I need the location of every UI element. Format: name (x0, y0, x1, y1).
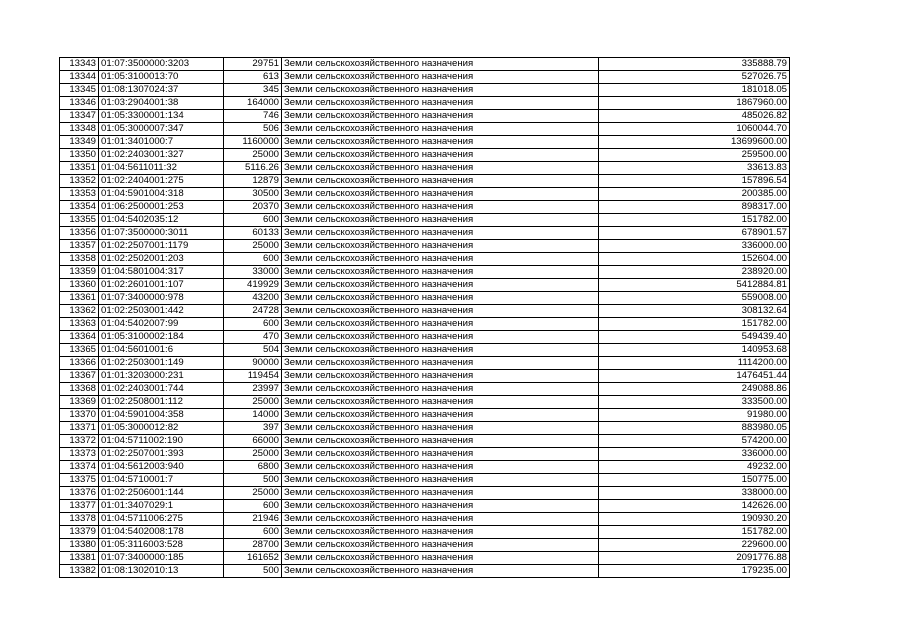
cadastral-number-cell: 01:02:2403001:327 (99, 149, 224, 162)
cadastral-number-cell: 01:04:5801004:317 (99, 266, 224, 279)
area-cell: 90000 (224, 357, 282, 370)
row-number-cell: 13367 (60, 370, 99, 383)
cadastral-number-cell: 01:04:5402007:99 (99, 318, 224, 331)
land-category-cell: Земли сельскохозяйственного назначения (282, 565, 599, 578)
row-number-cell: 13363 (60, 318, 99, 331)
cadastral-value-cell: 678901.57 (599, 227, 790, 240)
cadastral-value-cell: 527026.75 (599, 71, 790, 84)
area-cell: 746 (224, 110, 282, 123)
table-row (60, 214, 790, 227)
table-row (60, 305, 790, 318)
cadastral-number-cell: 01:05:3100002:184 (99, 331, 224, 344)
row-number-cell: 13344 (60, 71, 99, 84)
cadastral-value-cell: 13699600.00 (599, 136, 790, 149)
table-row (60, 201, 790, 214)
land-category-cell: Земли сельскохозяйственного назначения (282, 487, 599, 500)
cadastral-value-cell: 181018.05 (599, 84, 790, 97)
area-cell: 600 (224, 318, 282, 331)
area-cell: 23997 (224, 383, 282, 396)
cadastral-value-cell: 91980.00 (599, 409, 790, 422)
cadastral-value-cell: 574200.00 (599, 435, 790, 448)
table-row (60, 383, 790, 396)
table-row (60, 422, 790, 435)
table-row (60, 539, 790, 552)
cadastral-value-cell: 1476451.44 (599, 370, 790, 383)
cadastral-value-cell: 883980.05 (599, 422, 790, 435)
table-row (60, 266, 790, 279)
cadastral-value-cell: 259500.00 (599, 149, 790, 162)
row-number-cell: 13354 (60, 201, 99, 214)
row-number-cell: 13349 (60, 136, 99, 149)
row-number-cell: 13380 (60, 539, 99, 552)
table-row (60, 110, 790, 123)
land-category-cell: Земли сельскохозяйственного назначения (282, 435, 599, 448)
table-row (60, 552, 790, 565)
cadastral-number-cell: 01:04:5402035:12 (99, 214, 224, 227)
area-cell: 29751 (224, 58, 282, 71)
area-cell: 25000 (224, 396, 282, 409)
land-category-cell: Земли сельскохозяйственного назначения (282, 357, 599, 370)
cadastral-value-cell: 151782.00 (599, 526, 790, 539)
land-category-cell: Земли сельскохозяйственного назначения (282, 175, 599, 188)
area-cell: 419929 (224, 279, 282, 292)
cadastral-value-cell: 151782.00 (599, 318, 790, 331)
table-row (60, 396, 790, 409)
land-category-cell: Земли сельскохозяйственного назначения (282, 201, 599, 214)
cadastral-value-cell: 898317.00 (599, 201, 790, 214)
row-number-cell: 13361 (60, 292, 99, 305)
table-body (60, 58, 790, 578)
cadastral-value-cell: 336000.00 (599, 240, 790, 253)
cadastral-number-cell: 01:07:3400000:978 (99, 292, 224, 305)
row-number-cell: 13378 (60, 513, 99, 526)
area-cell: 24728 (224, 305, 282, 318)
land-category-cell: Земли сельскохозяйственного назначения (282, 214, 599, 227)
cadastral-value-cell: 1867960.00 (599, 97, 790, 110)
area-cell: 613 (224, 71, 282, 84)
land-category-cell: Земли сельскохозяйственного назначения (282, 396, 599, 409)
cadastral-value-cell: 333500.00 (599, 396, 790, 409)
area-cell: 25000 (224, 149, 282, 162)
cadastral-value-cell: 152604.00 (599, 253, 790, 266)
land-category-cell: Земли сельскохозяйственного назначения (282, 539, 599, 552)
land-category-cell: Земли сельскохозяйственного назначения (282, 84, 599, 97)
cadastral-value-cell: 338000.00 (599, 487, 790, 500)
cadastral-value-cell: 157896.54 (599, 175, 790, 188)
area-cell: 21946 (224, 513, 282, 526)
table-row (60, 136, 790, 149)
row-number-cell: 13366 (60, 357, 99, 370)
land-category-cell: Земли сельскохозяйственного назначения (282, 526, 599, 539)
cadastral-value-cell: 5412884.81 (599, 279, 790, 292)
area-cell: 600 (224, 253, 282, 266)
area-cell: 43200 (224, 292, 282, 305)
cadastral-number-cell: 01:01:3407029:1 (99, 500, 224, 513)
row-number-cell: 13377 (60, 500, 99, 513)
cadastral-value-cell: 1060044.70 (599, 123, 790, 136)
land-category-cell: Земли сельскохозяйственного назначения (282, 136, 599, 149)
area-cell: 504 (224, 344, 282, 357)
cadastral-value-cell: 150775.00 (599, 474, 790, 487)
area-cell: 500 (224, 474, 282, 487)
row-number-cell: 13347 (60, 110, 99, 123)
cadastral-number-cell: 01:04:5711002:190 (99, 435, 224, 448)
row-number-cell: 13353 (60, 188, 99, 201)
land-category-cell: Земли сельскохозяйственного назначения (282, 110, 599, 123)
cadastral-number-cell: 01:04:5901004:358 (99, 409, 224, 422)
cadastral-number-cell: 01:08:1302010:13 (99, 565, 224, 578)
table-row (60, 344, 790, 357)
row-number-cell: 13352 (60, 175, 99, 188)
land-category-cell: Земли сельскохозяйственного назначения (282, 474, 599, 487)
row-number-cell: 13356 (60, 227, 99, 240)
table-row (60, 357, 790, 370)
row-number-cell: 13343 (60, 58, 99, 71)
cadastral-value-cell: 308132.64 (599, 305, 790, 318)
table-row (60, 279, 790, 292)
land-category-cell: Земли сельскохозяйственного назначения (282, 513, 599, 526)
area-cell: 164000 (224, 97, 282, 110)
cadastral-number-cell: 01:05:3300001:134 (99, 110, 224, 123)
area-cell: 161652 (224, 552, 282, 565)
cadastral-number-cell: 01:02:2403001:744 (99, 383, 224, 396)
cadastral-number-cell: 01:07:3400000:185 (99, 552, 224, 565)
cadastral-value-cell: 142626.00 (599, 500, 790, 513)
cadastral-number-cell: 01:02:2601001:107 (99, 279, 224, 292)
row-number-cell: 13382 (60, 565, 99, 578)
land-category-cell: Земли сельскохозяйственного назначения (282, 552, 599, 565)
table-row (60, 409, 790, 422)
cadastral-number-cell: 01:04:5611011:32 (99, 162, 224, 175)
table-row (60, 162, 790, 175)
row-number-cell: 13358 (60, 253, 99, 266)
cadastral-number-cell: 01:02:2507001:393 (99, 448, 224, 461)
table-row (60, 253, 790, 266)
row-number-cell: 13348 (60, 123, 99, 136)
table-row (60, 331, 790, 344)
table-row (60, 370, 790, 383)
table-row (60, 227, 790, 240)
area-cell: 25000 (224, 487, 282, 500)
row-number-cell: 13374 (60, 461, 99, 474)
land-category-cell: Земли сельскохозяйственного назначения (282, 279, 599, 292)
land-category-cell: Земли сельскохозяйственного назначения (282, 448, 599, 461)
land-category-cell: Земли сельскохозяйственного назначения (282, 58, 599, 71)
land-category-cell: Земли сельскохозяйственного назначения (282, 123, 599, 136)
table-row (60, 71, 790, 84)
land-category-cell: Земли сельскохозяйственного назначения (282, 188, 599, 201)
area-cell: 119454 (224, 370, 282, 383)
table-row (60, 149, 790, 162)
row-number-cell: 13357 (60, 240, 99, 253)
area-cell: 12879 (224, 175, 282, 188)
table-row (60, 461, 790, 474)
row-number-cell: 13346 (60, 97, 99, 110)
cadastral-value-cell: 335888.79 (599, 58, 790, 71)
row-number-cell: 13345 (60, 84, 99, 97)
table-row (60, 513, 790, 526)
cadastral-value-cell: 190930.20 (599, 513, 790, 526)
area-cell: 470 (224, 331, 282, 344)
land-category-cell: Земли сельскохозяйственного назначения (282, 318, 599, 331)
cadastral-number-cell: 01:05:3000012:82 (99, 422, 224, 435)
area-cell: 33000 (224, 266, 282, 279)
row-number-cell: 13371 (60, 422, 99, 435)
table-row (60, 318, 790, 331)
cadastral-number-cell: 01:02:2502001:203 (99, 253, 224, 266)
area-cell: 600 (224, 214, 282, 227)
area-cell: 397 (224, 422, 282, 435)
area-cell: 20370 (224, 201, 282, 214)
cadastral-value-cell: 559008.00 (599, 292, 790, 305)
row-number-cell: 13364 (60, 331, 99, 344)
row-number-cell: 13369 (60, 396, 99, 409)
land-registry-table (59, 57, 790, 578)
row-number-cell: 13379 (60, 526, 99, 539)
table-row (60, 123, 790, 136)
area-cell: 30500 (224, 188, 282, 201)
cadastral-number-cell: 01:04:5402008:178 (99, 526, 224, 539)
area-cell: 500 (224, 565, 282, 578)
cadastral-number-cell: 01:05:3100013:70 (99, 71, 224, 84)
cadastral-number-cell: 01:01:3203000:231 (99, 370, 224, 383)
cadastral-number-cell: 01:06:2500001:253 (99, 201, 224, 214)
table-row (60, 565, 790, 578)
cadastral-value-cell: 549439.40 (599, 331, 790, 344)
row-number-cell: 13372 (60, 435, 99, 448)
cadastral-number-cell: 01:05:3000007:347 (99, 123, 224, 136)
row-number-cell: 13381 (60, 552, 99, 565)
cadastral-number-cell: 01:04:5711006:275 (99, 513, 224, 526)
table-row (60, 292, 790, 305)
cadastral-number-cell: 01:02:2404001:275 (99, 175, 224, 188)
cadastral-value-cell: 49232.00 (599, 461, 790, 474)
cadastral-number-cell: 01:04:5612003:940 (99, 461, 224, 474)
cadastral-number-cell: 01:07:3500000:3203 (99, 58, 224, 71)
table-row (60, 448, 790, 461)
land-category-cell: Земли сельскохозяйственного назначения (282, 149, 599, 162)
row-number-cell: 13365 (60, 344, 99, 357)
cadastral-value-cell: 249088.86 (599, 383, 790, 396)
cadastral-number-cell: 01:04:5901004:318 (99, 188, 224, 201)
row-number-cell: 13359 (60, 266, 99, 279)
area-cell: 1160000 (224, 136, 282, 149)
cadastral-value-cell: 485026.82 (599, 110, 790, 123)
area-cell: 25000 (224, 240, 282, 253)
area-cell: 6800 (224, 461, 282, 474)
land-category-cell: Земли сельскохозяйственного назначения (282, 162, 599, 175)
cadastral-value-cell: 140953.68 (599, 344, 790, 357)
table-row (60, 188, 790, 201)
table-row (60, 84, 790, 97)
row-number-cell: 13362 (60, 305, 99, 318)
row-number-cell: 13370 (60, 409, 99, 422)
cadastral-number-cell: 01:02:2507001:1179 (99, 240, 224, 253)
table-row (60, 526, 790, 539)
cadastral-number-cell: 01:02:2508001:112 (99, 396, 224, 409)
table-row (60, 500, 790, 513)
land-category-cell: Земли сельскохозяйственного назначения (282, 344, 599, 357)
land-category-cell: Земли сельскохозяйственного назначения (282, 331, 599, 344)
row-number-cell: 13351 (60, 162, 99, 175)
area-cell: 14000 (224, 409, 282, 422)
cadastral-value-cell: 33613.83 (599, 162, 790, 175)
table-row (60, 175, 790, 188)
cadastral-number-cell: 01:03:2904001:38 (99, 97, 224, 110)
table-row (60, 240, 790, 253)
area-cell: 5116.26 (224, 162, 282, 175)
land-category-cell: Земли сельскохозяйственного назначения (282, 305, 599, 318)
table-row (60, 487, 790, 500)
area-cell: 506 (224, 123, 282, 136)
row-number-cell: 13368 (60, 383, 99, 396)
row-number-cell: 13350 (60, 149, 99, 162)
area-cell: 66000 (224, 435, 282, 448)
land-category-cell: Земли сельскохозяйственного назначения (282, 422, 599, 435)
cadastral-value-cell: 179235.00 (599, 565, 790, 578)
land-category-cell: Земли сельскохозяйственного назначения (282, 240, 599, 253)
land-category-cell: Земли сельскохозяйственного назначения (282, 97, 599, 110)
table-row (60, 474, 790, 487)
cadastral-number-cell: 01:07:3500000:3011 (99, 227, 224, 240)
cadastral-value-cell: 200385.00 (599, 188, 790, 201)
table-row (60, 58, 790, 71)
cadastral-value-cell: 151782.00 (599, 214, 790, 227)
cadastral-value-cell: 1114200.00 (599, 357, 790, 370)
row-number-cell: 13360 (60, 279, 99, 292)
cadastral-number-cell: 01:02:2506001:144 (99, 487, 224, 500)
land-category-cell: Земли сельскохозяйственного назначения (282, 253, 599, 266)
land-category-cell: Земли сельскохозяйственного назначения (282, 292, 599, 305)
land-category-cell: Земли сельскохозяйственного назначения (282, 266, 599, 279)
land-category-cell: Земли сельскохозяйственного назначения (282, 500, 599, 513)
cadastral-value-cell: 238920.00 (599, 266, 790, 279)
land-category-cell: Земли сельскохозяйственного назначения (282, 461, 599, 474)
area-cell: 600 (224, 526, 282, 539)
land-category-cell: Земли сельскохозяйственного назначения (282, 71, 599, 84)
land-category-cell: Земли сельскохозяйственного назначения (282, 409, 599, 422)
cadastral-value-cell: 336000.00 (599, 448, 790, 461)
cadastral-number-cell: 01:04:5601001:6 (99, 344, 224, 357)
area-cell: 600 (224, 500, 282, 513)
table-row (60, 97, 790, 110)
row-number-cell: 13373 (60, 448, 99, 461)
cadastral-number-cell: 01:08:1307024:37 (99, 84, 224, 97)
land-category-cell: Земли сельскохозяйственного назначения (282, 383, 599, 396)
cadastral-number-cell: 01:05:3116003:528 (99, 539, 224, 552)
cadastral-number-cell: 01:02:2503001:442 (99, 305, 224, 318)
land-category-cell: Земли сельскохозяйственного назначения (282, 370, 599, 383)
cadastral-number-cell: 01:04:5710001:7 (99, 474, 224, 487)
area-cell: 25000 (224, 448, 282, 461)
row-number-cell: 13376 (60, 487, 99, 500)
cadastral-number-cell: 01:02:2503001:149 (99, 357, 224, 370)
cadastral-value-cell: 229600.00 (599, 539, 790, 552)
row-number-cell: 13355 (60, 214, 99, 227)
cadastral-number-cell: 01:01:3401000:7 (99, 136, 224, 149)
area-cell: 345 (224, 84, 282, 97)
table-row (60, 435, 790, 448)
row-number-cell: 13375 (60, 474, 99, 487)
area-cell: 28700 (224, 539, 282, 552)
cadastral-value-cell: 2091776.88 (599, 552, 790, 565)
land-category-cell: Земли сельскохозяйственного назначения (282, 227, 599, 240)
area-cell: 60133 (224, 227, 282, 240)
